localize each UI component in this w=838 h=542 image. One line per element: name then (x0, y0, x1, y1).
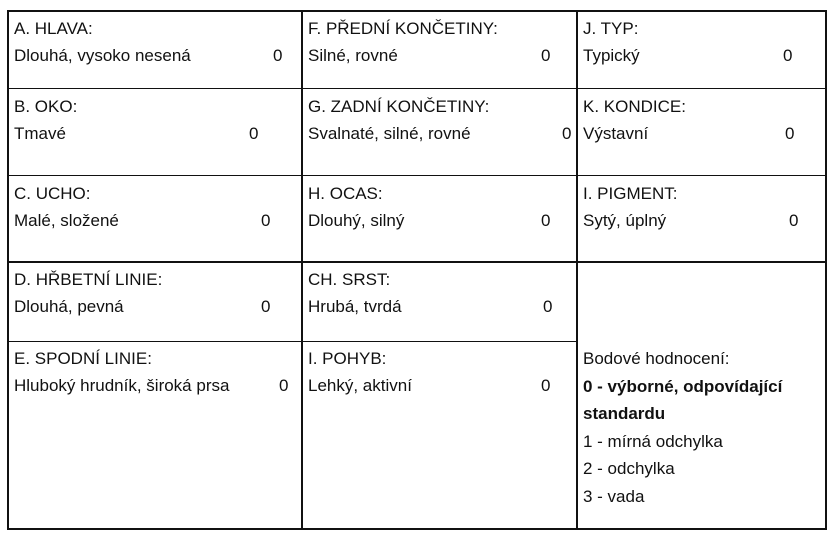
cell-hrbetni-linie (9, 263, 301, 341)
cell-description: Dlouhá, vysoko nesená (14, 46, 191, 65)
cell-description: Hrubá, tvrdá (308, 297, 402, 316)
cell-ucho (9, 177, 301, 261)
cell-title: K. KONDICE: (583, 97, 686, 116)
cell-title: I. PIGMENT: (583, 184, 678, 203)
cell-description: Svalnaté, silné, rovné (308, 124, 471, 143)
cell-description: Hluboký hrudník, široká prsa (14, 376, 230, 395)
row-divider-1 (9, 88, 825, 89)
cell-score: 0 (543, 297, 553, 316)
legend-score-0-continued: standardu (583, 404, 666, 423)
cell-description: Tmavé (14, 124, 66, 143)
legend-score-0: 0 - výborné, odpovídající (583, 376, 783, 396)
cell-ocas (303, 177, 576, 261)
evaluation-table (7, 10, 827, 530)
cell-description: Malé, složené (14, 211, 119, 230)
cell-title: J. TYP: (583, 19, 639, 38)
legend-score-1: 1 - mírná odchylka (583, 431, 723, 451)
cell-title: C. UCHO: (14, 184, 91, 203)
legend-score-2: 2 - odchylka (583, 459, 675, 478)
cell-score: 0 (279, 376, 289, 395)
cell-typ (578, 12, 825, 88)
cell-score: 0 (789, 211, 799, 230)
cell-srst (303, 263, 576, 341)
cell-title: I. POHYB: (308, 349, 387, 368)
cell-title: B. OKO: (14, 97, 78, 116)
cell-pohyb (303, 342, 576, 528)
cell-score: 0 (261, 211, 271, 230)
cell-score: 0 (273, 46, 283, 65)
cell-score: 0 (785, 124, 795, 143)
cell-kondice (578, 90, 825, 175)
cell-predni-koncetiny (303, 12, 576, 88)
cell-title: E. SPODNÍ LINIE: (14, 349, 152, 368)
cell-oko (9, 90, 301, 175)
cell-description: Dlouhý, silný (308, 211, 405, 230)
cell-title: D. HŘBETNÍ LINIE: (14, 270, 163, 289)
legend-score-3: 3 - vada (583, 486, 645, 506)
scoring-legend (578, 342, 825, 528)
cell-description: Lehký, aktivní (308, 376, 412, 395)
cell-score: 0 (783, 46, 793, 65)
row-divider-2 (9, 175, 825, 176)
cell-title: G. ZADNÍ KONČETINY: (308, 97, 490, 116)
legend-title: Bodové hodnocení: (583, 349, 730, 368)
cell-hlava (9, 12, 301, 88)
cell-pigment (578, 177, 825, 261)
cell-description: Silné, rovné (308, 46, 398, 65)
cell-zadni-koncetiny (303, 90, 576, 175)
cell-score: 0 (249, 124, 259, 143)
cell-title: H. OCAS: (308, 184, 383, 203)
cell-spodni-linie (9, 342, 301, 528)
cell-description: Typický (583, 46, 640, 65)
cell-description: Sytý, úplný (583, 211, 667, 230)
cell-score: 0 (541, 211, 551, 230)
cell-score: 0 (261, 297, 271, 316)
cell-score: 0 (562, 124, 572, 143)
cell-score: 0 (541, 376, 551, 395)
cell-title: F. PŘEDNÍ KONČETINY: (308, 19, 498, 38)
cell-title: CH. SRST: (308, 270, 391, 289)
cell-description: Výstavní (583, 124, 649, 143)
cell-description: Dlouhá, pevná (14, 297, 124, 316)
cell-score: 0 (541, 46, 551, 65)
cell-title: A. HLAVA: (14, 19, 93, 38)
